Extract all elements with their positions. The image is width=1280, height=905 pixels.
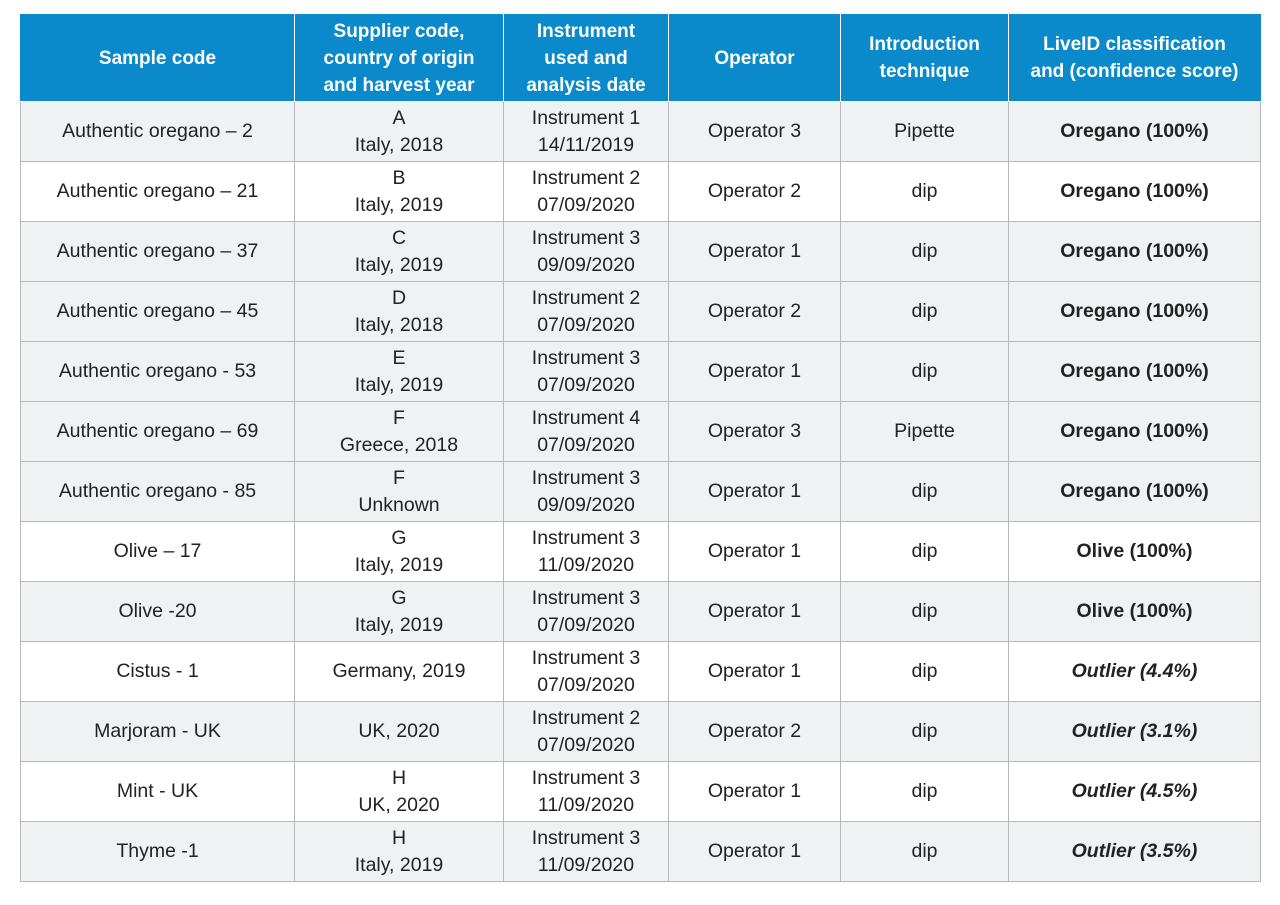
sample-code-cell: Authentic oregano – 2 xyxy=(21,102,295,162)
supplier-cell xyxy=(295,342,504,402)
technique-cell: dip xyxy=(841,762,1009,822)
instrument-date-cell xyxy=(504,402,669,462)
instrument-line: 11/09/2020 xyxy=(537,553,635,576)
header-line: Supplier code, xyxy=(333,20,465,42)
sample-code-cell: Authentic oregano – 45 xyxy=(21,282,295,342)
supplier-line: Germany, 2019 xyxy=(332,660,466,682)
header-line: Introduction xyxy=(869,34,980,55)
technique-cell: dip xyxy=(841,522,1009,582)
instrument-line: Instrument 3 xyxy=(531,646,641,669)
technique-cell: dip xyxy=(841,282,1009,342)
header-line: Operator xyxy=(714,47,795,69)
supplier-line: UK, 2020 xyxy=(358,720,440,742)
header-supplier-code xyxy=(295,15,504,102)
header-introduction-technique xyxy=(841,15,1009,102)
supplier-cell xyxy=(295,642,504,702)
sample-code-cell: Authentic oregano – 69 xyxy=(21,402,295,462)
supplier-cell xyxy=(295,582,504,642)
supplier-cell xyxy=(295,762,504,822)
instrument-line: Instrument 3 xyxy=(531,826,641,849)
header-operator xyxy=(669,15,841,102)
instrument-date-cell xyxy=(504,342,669,402)
classification-cell: Oregano (100%) xyxy=(1009,102,1261,162)
classification-cell: Outlier (4.4%) xyxy=(1009,642,1261,702)
instrument-line: 07/09/2020 xyxy=(537,433,635,456)
instrument-date-cell xyxy=(504,102,669,162)
supplier-cell xyxy=(295,522,504,582)
instrument-date-cell xyxy=(504,462,669,522)
operator-cell: Operator 1 xyxy=(669,462,841,522)
supplier-cell xyxy=(295,402,504,462)
header-line: used and xyxy=(544,47,628,69)
supplier-line: Italy, 2019 xyxy=(354,613,444,636)
table-row xyxy=(21,582,1261,642)
instrument-line: 09/09/2020 xyxy=(537,493,635,516)
supplier-line: F xyxy=(393,466,405,489)
table-row xyxy=(21,462,1261,522)
classification-cell: Outlier (4.5%) xyxy=(1009,762,1261,822)
technique-cell: dip xyxy=(841,162,1009,222)
header-line: and (confidence score) xyxy=(1030,61,1239,82)
table-body xyxy=(21,102,1261,882)
instrument-date-cell xyxy=(504,162,669,222)
supplier-line: A xyxy=(392,106,406,129)
operator-cell: Operator 2 xyxy=(669,162,841,222)
supplier-line: G xyxy=(391,526,407,549)
technique-cell: dip xyxy=(841,822,1009,882)
supplier-line: Greece, 2018 xyxy=(339,433,459,456)
instrument-date-cell xyxy=(504,522,669,582)
operator-cell: Operator 2 xyxy=(669,282,841,342)
supplier-line: Italy, 2019 xyxy=(354,253,444,276)
instrument-line: Instrument 3 xyxy=(531,766,641,789)
table-row xyxy=(21,642,1261,702)
instrument-date-cell xyxy=(504,282,669,342)
table-row xyxy=(21,222,1261,282)
sample-code-cell: Olive -20 xyxy=(21,582,295,642)
instrument-line: 07/09/2020 xyxy=(537,193,635,216)
supplier-cell xyxy=(295,282,504,342)
header-instrument-date xyxy=(504,15,669,102)
instrument-line: Instrument 3 xyxy=(531,466,641,489)
classification-cell: Oregano (100%) xyxy=(1009,162,1261,222)
technique-cell: Pipette xyxy=(841,102,1009,162)
instrument-line: 07/09/2020 xyxy=(537,733,635,756)
operator-cell: Operator 2 xyxy=(669,702,841,762)
technique-cell: dip xyxy=(841,342,1009,402)
supplier-line: C xyxy=(391,226,407,249)
supplier-line: UK, 2020 xyxy=(358,793,440,816)
sample-results-table xyxy=(20,14,1261,882)
supplier-line: Italy, 2019 xyxy=(354,193,444,216)
operator-cell: Operator 1 xyxy=(669,822,841,882)
header-line: Sample code xyxy=(98,47,217,69)
sample-code-cell: Marjoram - UK xyxy=(21,702,295,762)
supplier-line: H xyxy=(391,766,407,789)
classification-cell: Olive (100%) xyxy=(1009,522,1261,582)
instrument-date-cell xyxy=(504,222,669,282)
technique-cell: Pipette xyxy=(841,402,1009,462)
supplier-line: E xyxy=(392,346,406,369)
instrument-line: 14/11/2019 xyxy=(537,133,635,156)
supplier-cell xyxy=(295,162,504,222)
table-header xyxy=(21,15,1261,102)
table-row xyxy=(21,402,1261,462)
table-row xyxy=(21,342,1261,402)
operator-cell: Operator 1 xyxy=(669,222,841,282)
sample-code-cell: Authentic oregano – 37 xyxy=(21,222,295,282)
classification-cell: Outlier (3.5%) xyxy=(1009,822,1261,882)
table-row xyxy=(21,162,1261,222)
operator-cell: Operator 1 xyxy=(669,522,841,582)
instrument-line: Instrument 1 xyxy=(531,106,641,129)
supplier-line: H xyxy=(391,826,407,849)
supplier-line: Italy, 2019 xyxy=(354,553,444,576)
classification-cell: Oregano (100%) xyxy=(1009,402,1261,462)
instrument-date-cell xyxy=(504,582,669,642)
sample-code-cell: Authentic oregano - 85 xyxy=(21,462,295,522)
supplier-cell xyxy=(295,702,504,762)
technique-cell: dip xyxy=(841,462,1009,522)
classification-cell: Oregano (100%) xyxy=(1009,222,1261,282)
instrument-line: 07/09/2020 xyxy=(537,613,635,636)
classification-cell: Oregano (100%) xyxy=(1009,282,1261,342)
instrument-line: 11/09/2020 xyxy=(537,793,635,816)
table-container xyxy=(20,14,1260,882)
operator-cell: Operator 3 xyxy=(669,102,841,162)
sample-code-cell: Olive – 17 xyxy=(21,522,295,582)
table-row xyxy=(21,702,1261,762)
header-line: LiveID classification xyxy=(1043,34,1226,55)
operator-cell: Operator 1 xyxy=(669,642,841,702)
instrument-line: 11/09/2020 xyxy=(537,853,635,876)
instrument-line: Instrument 3 xyxy=(531,586,641,609)
header-row xyxy=(21,15,1261,102)
classification-cell: Oregano (100%) xyxy=(1009,342,1261,402)
header-liveid-classification xyxy=(1009,15,1261,102)
header-line: analysis date xyxy=(526,74,646,96)
sample-code-cell: Thyme -1 xyxy=(21,822,295,882)
instrument-date-cell xyxy=(504,762,669,822)
instrument-date-cell xyxy=(504,822,669,882)
operator-cell: Operator 3 xyxy=(669,402,841,462)
supplier-line: G xyxy=(391,586,407,609)
sample-code-cell: Authentic oregano - 53 xyxy=(21,342,295,402)
supplier-cell xyxy=(295,822,504,882)
instrument-line: Instrument 3 xyxy=(531,526,641,549)
instrument-line: Instrument 3 xyxy=(531,226,641,249)
instrument-line: Instrument 4 xyxy=(531,406,641,429)
sample-code-cell: Cistus - 1 xyxy=(21,642,295,702)
supplier-line: Italy, 2019 xyxy=(354,373,444,396)
supplier-line: B xyxy=(392,166,406,189)
instrument-line: Instrument 2 xyxy=(531,706,641,729)
instrument-line: Instrument 3 xyxy=(531,346,641,369)
supplier-line: Italy, 2018 xyxy=(354,313,444,336)
supplier-cell xyxy=(295,222,504,282)
classification-cell: Outlier (3.1%) xyxy=(1009,702,1261,762)
supplier-line: D xyxy=(391,286,407,309)
instrument-line: 07/09/2020 xyxy=(537,313,635,336)
sample-code-cell: Mint - UK xyxy=(21,762,295,822)
technique-cell: dip xyxy=(841,222,1009,282)
technique-cell: dip xyxy=(841,642,1009,702)
supplier-line: Italy, 2019 xyxy=(354,853,444,876)
supplier-line: Unknown xyxy=(358,493,440,516)
header-sample-code xyxy=(21,15,295,102)
supplier-cell xyxy=(295,462,504,522)
technique-cell: dip xyxy=(841,582,1009,642)
header-line: and harvest year xyxy=(323,74,475,96)
instrument-date-cell xyxy=(504,702,669,762)
instrument-line: 09/09/2020 xyxy=(537,253,635,276)
operator-cell: Operator 1 xyxy=(669,762,841,822)
table-row xyxy=(21,762,1261,822)
instrument-line: 07/09/2020 xyxy=(537,373,635,396)
header-line: country of origin xyxy=(323,47,475,69)
header-line: Instrument xyxy=(536,20,636,42)
sample-code-cell: Authentic oregano – 21 xyxy=(21,162,295,222)
table-row xyxy=(21,102,1261,162)
instrument-line: 07/09/2020 xyxy=(537,673,635,696)
table-row xyxy=(21,282,1261,342)
supplier-cell xyxy=(295,102,504,162)
classification-cell: Olive (100%) xyxy=(1009,582,1261,642)
table-row xyxy=(21,822,1261,882)
header-line: technique xyxy=(879,61,970,82)
classification-cell: Oregano (100%) xyxy=(1009,462,1261,522)
technique-cell: dip xyxy=(841,702,1009,762)
table-row xyxy=(21,522,1261,582)
instrument-line: Instrument 2 xyxy=(531,166,641,189)
instrument-date-cell xyxy=(504,642,669,702)
supplier-line: F xyxy=(393,406,405,429)
supplier-line: Italy, 2018 xyxy=(354,133,444,156)
operator-cell: Operator 1 xyxy=(669,582,841,642)
instrument-line: Instrument 2 xyxy=(531,286,641,309)
operator-cell: Operator 1 xyxy=(669,342,841,402)
